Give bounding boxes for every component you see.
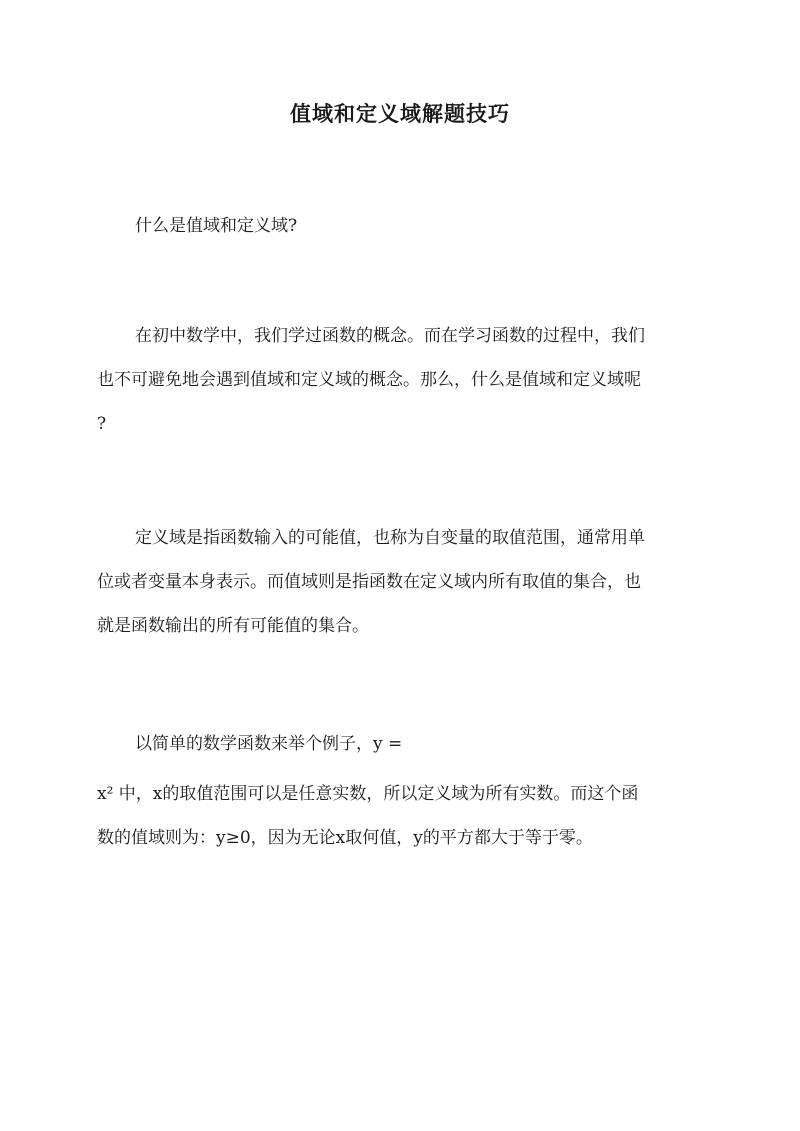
paragraph-example (97, 726, 703, 763)
paragraph-line: 以简单的数学函数来举个例子，y = (135, 734, 403, 754)
paragraph-intro (97, 318, 703, 443)
paragraph-line: 什么是值域和定义域? (135, 216, 298, 236)
paragraph-line: 就是函数输出的所有可能值的集合。 (97, 616, 369, 636)
paragraph-line: 数的值域则为：y≥0，因为无论x取何值，y的平方都大于等于零。 (97, 828, 593, 848)
paragraph-example-continued (97, 776, 703, 857)
paragraph-line: ? (97, 414, 107, 434)
paragraph-line: x² 中，x的取值范围可以是任意实数，所以定义域为所有实数。而这个函 (97, 784, 639, 804)
document-title: 值域和定义域解题技巧 (290, 101, 510, 126)
paragraph-line: 在初中数学中，我们学过函数的概念。而在学习函数的过程中，我们 (135, 326, 645, 346)
paragraph-question (97, 208, 703, 245)
paragraph-line: 也不可避免地会遇到值域和定义域的概念。那么，什么是值域和定义域呢 (97, 370, 641, 390)
paragraph-definition (97, 520, 703, 645)
paragraph-line: 定义域是指函数输入的可能值，也称为自变量的取值范围，通常用单 (135, 528, 645, 548)
paragraph-line: 位或者变量本身表示。而值域则是指函数在定义域内所有取值的集合，也 (97, 572, 641, 592)
